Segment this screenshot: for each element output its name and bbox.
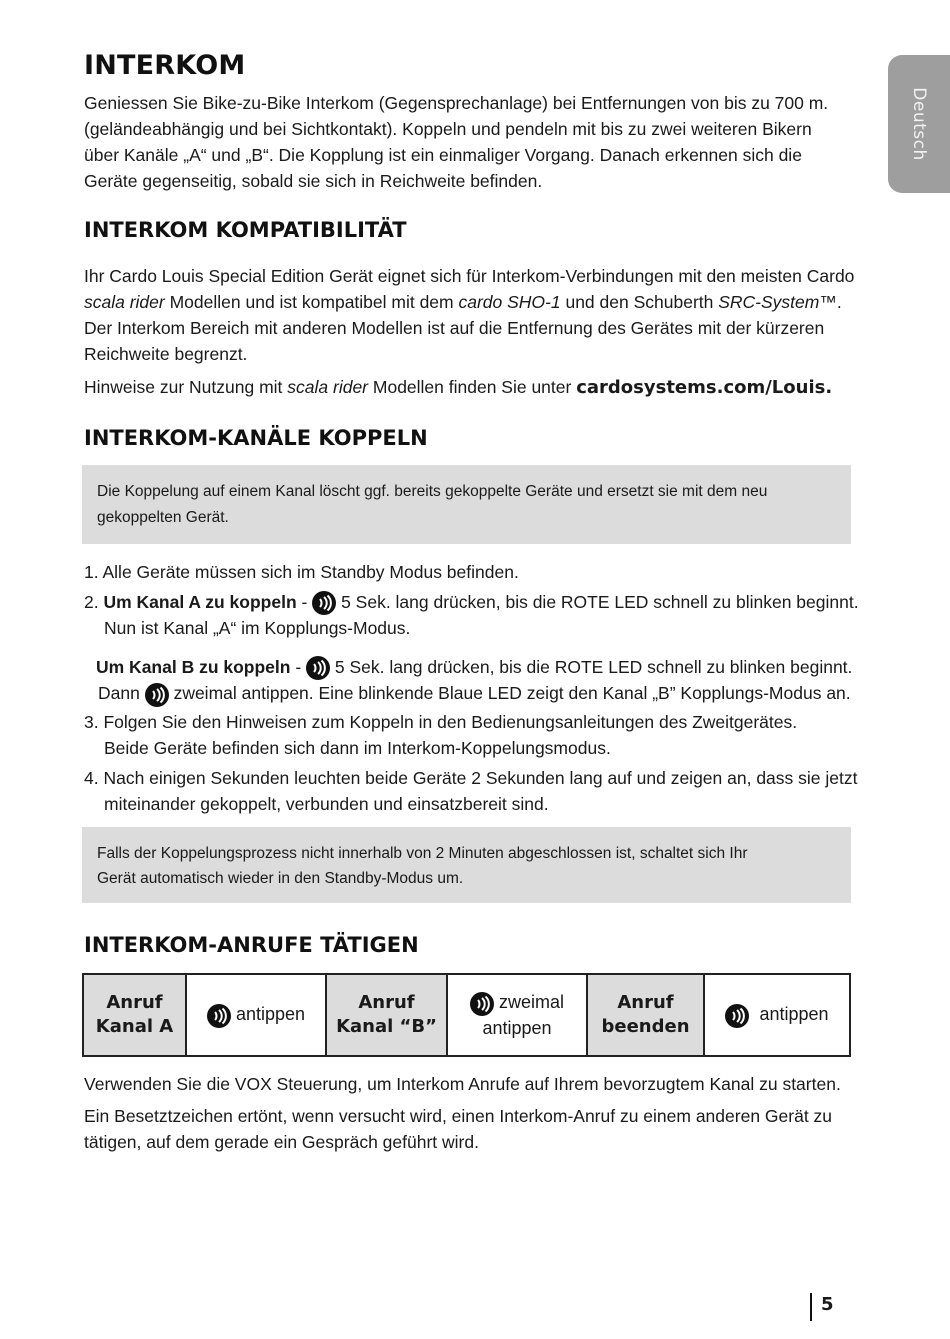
step-3-cont: Beide Geräte befinden sich dann im Interkom-Koppelungsmodus. bbox=[104, 738, 611, 758]
step-4: 4. Nach einigen Sekunden leuchten beide Geräte 2 Sekunden lang auf und zeigen an, dass sie jetzt bbox=[84, 768, 858, 788]
cell-line: antippen bbox=[482, 1017, 552, 1038]
table-row bbox=[83, 974, 850, 1056]
language-tab[interactable] bbox=[888, 55, 950, 193]
table-cell bbox=[83, 974, 186, 1056]
note-line: Falls der Koppelungsprozess nicht innerhalb von 2 Minuten abgeschlossen ist, schaltet sich Ihr bbox=[97, 845, 748, 862]
text-line: Ihr Cardo Louis Special Edition Gerät eignet sich für Interkom-Verbindungen mit den meisten Cardo bbox=[84, 266, 855, 286]
intercom-button-icon bbox=[306, 656, 330, 680]
intercom-button-icon bbox=[470, 992, 494, 1016]
step-list-cont bbox=[84, 709, 884, 817]
cell-line: Anruf bbox=[358, 992, 415, 1013]
page-number: 5 bbox=[821, 1294, 834, 1315]
text-line: Geräte gegenseitig, sobald sie sich in Reichweite befinden. bbox=[84, 171, 543, 191]
cell-line: antippen bbox=[235, 1004, 306, 1025]
text-fragment: Dann bbox=[98, 683, 145, 704]
text-fragment: Modellen und ist kompatibel mit dem bbox=[164, 292, 459, 312]
step-2b bbox=[96, 654, 886, 707]
intercom-button-icon bbox=[145, 683, 169, 707]
text-fragment: Hinweise zur Nutzung mit bbox=[84, 377, 288, 397]
step-list bbox=[84, 559, 884, 641]
text-fragment: - bbox=[296, 592, 313, 612]
text-line: Verwenden Sie die VOX Steuerung, um Interkom Anrufe auf Ihrem bevorzugtem Kanal zu starten. bbox=[84, 1074, 841, 1094]
model-name: SRC-System bbox=[718, 292, 820, 312]
compat-hint bbox=[84, 374, 884, 401]
compat-text bbox=[84, 263, 874, 367]
text-fragment: zweimal antippen. Eine blinkende Blaue LED zeigt den Kanal „B” Kopplungs-Modus an. bbox=[168, 683, 851, 704]
cell-line: zweimal bbox=[499, 992, 565, 1013]
table-cell bbox=[447, 974, 587, 1056]
step-3: 3. Folgen Sie den Hinweisen zum Koppeln in den Bedienungsanleitungen des Zweitgerätes. bbox=[84, 712, 798, 732]
intercom-button-icon bbox=[312, 591, 336, 615]
text-fragment: und den Schuberth bbox=[560, 292, 719, 312]
text-fragment: 5 Sek. lang drücken, bis die ROTE LED schnell zu blinken beginnt. bbox=[330, 657, 853, 677]
note-line: gekoppelten Gerät. bbox=[97, 509, 229, 526]
website-link[interactable]: cardosystems.com/Louis. bbox=[576, 377, 833, 398]
intercom-button-icon bbox=[725, 1004, 749, 1028]
section-title-calls: INTERKOM-ANRUFE TÄTIGEN bbox=[84, 933, 419, 957]
text-line: tätigen, auf dem gerade ein Gespräch geführt wird. bbox=[84, 1132, 479, 1152]
intercom-button-icon bbox=[207, 1004, 231, 1028]
table-cell bbox=[186, 974, 326, 1056]
step-1: 1. Alle Geräte müssen sich im Standby Modus befinden. bbox=[84, 562, 519, 582]
model-name: scala rider bbox=[287, 377, 369, 397]
step-heading: Um Kanal B zu koppeln bbox=[96, 657, 291, 677]
text-fragment: Modellen finden Sie unter bbox=[368, 377, 577, 397]
calls-table bbox=[82, 973, 851, 1057]
page-number-divider bbox=[810, 1293, 812, 1321]
text-line: Reichweite begrenzt. bbox=[84, 344, 248, 364]
text-line bbox=[84, 289, 874, 315]
table-cell bbox=[704, 974, 850, 1056]
note-box bbox=[82, 827, 851, 903]
cell-line: beenden bbox=[601, 1016, 690, 1037]
text-fragment: - bbox=[290, 657, 307, 677]
section-title-intercom: INTERKOM bbox=[84, 50, 246, 81]
cell-line: Kanal A bbox=[95, 1016, 174, 1037]
step-number: 2. bbox=[84, 592, 104, 612]
text-line: Der Interkom Bereich mit anderen Modellen ist auf die Entfernung des Gerätes mit der kürzeren bbox=[84, 318, 825, 338]
table-cell bbox=[587, 974, 704, 1056]
step-2b-line bbox=[96, 654, 886, 680]
model-name: scala rider bbox=[84, 292, 165, 312]
text-line: Ein Besetztzeichen ertönt, wenn versucht wird, einen Interkom-Anruf zu einem anderen Gerät zu bbox=[84, 1106, 833, 1126]
step-4-cont: miteinander gekoppelt, verbunden und einsatzbereit sind. bbox=[104, 794, 549, 814]
step-2-cont: Nun ist Kanal „A“ im Kopplungs-Modus. bbox=[104, 618, 411, 639]
language-tab-label: Deutsch bbox=[909, 87, 929, 161]
step-2 bbox=[84, 589, 884, 615]
cell-line: Anruf bbox=[106, 992, 163, 1013]
note-line: Die Koppelung auf einem Kanal löscht ggf. bereits gekoppelte Geräte und ersetzt sie mit dem neu bbox=[97, 483, 768, 500]
section-title-pairing: INTERKOM-KANÄLE KOPPELN bbox=[84, 426, 428, 450]
note-line: Gerät automatisch wieder in den Standby-Modus um. bbox=[97, 870, 464, 887]
text-line: (geländeabhängig und bei Sichtkontakt). Koppeln und pendeln mit bis zu zwei weiteren Bikern bbox=[84, 119, 812, 139]
intercom-intro bbox=[84, 90, 874, 194]
step-heading: Um Kanal A zu koppeln bbox=[103, 592, 297, 612]
cell-line: Kanal “B” bbox=[336, 1016, 437, 1037]
step-2b-line bbox=[96, 680, 886, 706]
cell-line: Anruf bbox=[617, 992, 674, 1013]
table-cell bbox=[326, 974, 447, 1056]
text-line: über Kanäle „A“ und „B“. Die Kopplung ist ein einmaliger Vorgang. Danach erkennen sich die bbox=[84, 145, 802, 165]
model-name: cardo SHO-1 bbox=[458, 292, 561, 312]
text-line: Geniessen Sie Bike-zu-Bike Interkom (Gegensprechanlage) bei Entfernungen von bis zu 700 m. bbox=[84, 93, 829, 113]
note-box bbox=[82, 465, 851, 544]
calls-text bbox=[84, 1071, 884, 1155]
cell-line: antippen bbox=[759, 1004, 829, 1025]
section-title-compat: INTERKOM KOMPATIBILITÄT bbox=[84, 218, 407, 242]
text-fragment: ™. bbox=[819, 292, 842, 312]
text-fragment: 5 Sek. lang drücken, bis die ROTE LED schnell zu blinken beginnt. bbox=[336, 592, 859, 612]
